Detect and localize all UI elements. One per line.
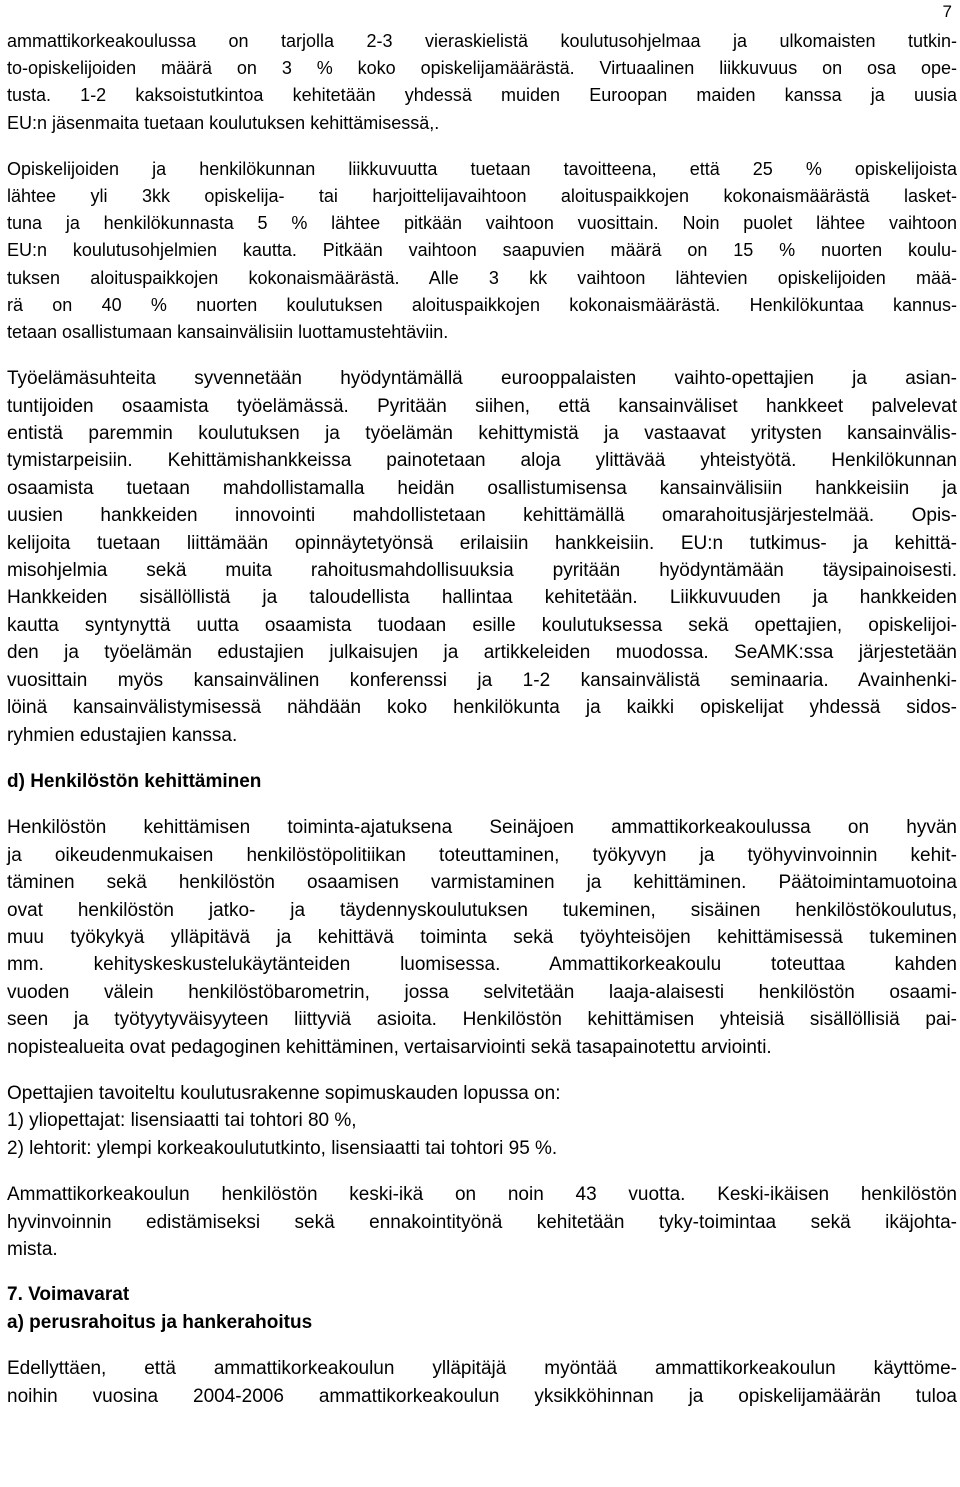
text-line: Edellyttäen, että ammattikorkeakoulun ylläpitäjä myöntää ammattikorkeakoulun käyttöme- (7, 1358, 957, 1380)
text-line: ovat henkilöstön jatko- ja täydennyskoulutuksen tukeminen, sisäinen henkilöstökoulutus, (7, 899, 957, 921)
text-line: rä on 40 % nuorten koulutuksen aloituspaikkojen kokonaismäärästä. Henkilökuntaa kannus- (7, 294, 957, 315)
text-line: löinä kansainvälistymisessä nähdään koko henkilökunta ja kaikki opiskelijat yhdessä sidos- (7, 697, 957, 719)
text-line: nopistealueita ovat pedagoginen kehittäminen, vertaisarviointi sekä tasapainotettu arviointi. (7, 1036, 772, 1058)
paragraph-teacher-education (7, 1080, 957, 1162)
paragraph-staff-age (7, 1181, 957, 1263)
subsection-heading-funding: a) perusrahoitus ja hankerahoitus (7, 1311, 313, 1333)
text-line: vuoden välein henkilöstöbarometrin, jossa selvitetään laaja-alaisesti henkilöstön osaami- (7, 981, 957, 1003)
text-line: tymistarpeisiin. Kehittämishankkeissa painotetaan aloja ylittävää yhteistyötä. Henkilökunnan (7, 450, 957, 472)
text-line: tusta. 1-2 kaksoistutkintoa kehitetään yhdessä muiden Euroopan maiden kanssa ja uusia (7, 85, 957, 106)
text-line: entistä paremmin koulutuksen ja työelämän kehittymistä ja vastaavat yritysten kansainvälis- (7, 423, 957, 445)
text-line: mista. (7, 1239, 58, 1261)
paragraph-mobility (7, 156, 957, 346)
section-heading-staff-development: d) Henkilöstön kehittäminen (7, 770, 262, 792)
text-line: tuna ja henkilökunnasta 5 % lähtee pitkään vaihtoon vuosittain. Noin puolet lähtee vaihtoon (7, 213, 957, 234)
text-line: misohjelmia sekä muita rahoitusmahdollisuuksia pyritään hyödyntämään täysipainoisesti. (7, 560, 957, 582)
text-line: tetaan osallistumaan kansainvälisiin luottamustehtäviin. (7, 322, 449, 343)
text-line: lähtee yli 3kk opiskelija- tai harjoittelijavaihtoon aloituspaikkojen kokonaismäärästä lasket- (7, 186, 957, 207)
text-line: hyvinvoinnin edistämiseksi sekä ennakointityönä kehitetään tyky-toimintaa sekä ikäjohta- (7, 1211, 957, 1233)
text-line: kelijoita tuetaan liittämään opinnäytetyönsä erilaisiin hankkeisiin. EU:n tutkimus- ja kehittä- (7, 532, 957, 554)
text-line: muu työkykyä ylläpitävä ja kehittävä toiminta sekä työyhteisöjen kehittämisessä tukeminen (7, 926, 957, 948)
text-line: to-opiskelijoiden määrä on 3 % koko opiskelijamäärästä. Virtuaalinen liikkuvuus on osa ope- (7, 58, 957, 79)
text-line: ja oikeudenmukaisen henkilöstöpolitiikan toteuttaminen, työkyvyn ja työhyvinvoinnin kehit- (7, 844, 957, 866)
text-line: den ja työelämän edustajien julkaisujen ja artikkeleiden muodossa. SeAMK:ssa järjestetään (7, 642, 957, 664)
section-heading-resources: 7. Voimavarat (7, 1284, 130, 1306)
text-line: seen ja työtyytyväisyyteen liittyviä asioita. Henkilöstön kehittämisen yhteisiä sisällöllisiä pai- (7, 1009, 957, 1031)
text-line: EU:n koulutusohjelmien kautta. Pitkään vaihtoon saapuvien määrä on 15 % nuorten koulu- (7, 240, 957, 261)
list-item: 1) yliopettajat: lisensiaatti tai tohtori 80 %, (7, 1110, 357, 1132)
text-line: Henkilöstön kehittämisen toiminta-ajatuksena Seinäjoen ammattikorkeakoulussa on hyvän (7, 817, 957, 839)
document-body (7, 28, 957, 1410)
paragraph-funding (7, 1355, 957, 1410)
text-line: Hankkeiden sisällöllistä ja taloudellista hallintaa kehitetään. Liikkuvuuden ja hankkeiden (7, 587, 957, 609)
text-line: Opettajien tavoiteltu koulutusrakenne sopimuskauden lopussa on: (7, 1082, 561, 1104)
text-line: ammattikorkeakoulussa on tarjolla 2-3 vieraskielistä koulutusohjelmaa ja ulkomaisten tutkin- (7, 31, 957, 51)
text-line: vuosittain myös kansainvälinen konferenssi ja 1-2 kansainvälistä seminaaria. Avainhenki- (7, 669, 957, 691)
text-line: tuksen aloituspaikkojen kokonaismäärästä. Alle 3 kk vaihtoon lähtevien opiskelijoiden mää- (7, 267, 957, 288)
text-line: noihin vuosina 2004-2006 ammattikorkeakoulun yksikköhinnan ja opiskelijamäärän tuloa (7, 1385, 957, 1407)
list-item: 2) lehtorit: ylempi korkeakoulututkinto, lisensiaatti tai tohtori 95 %. (7, 1137, 558, 1159)
text-line: ryhmien edustajien kanssa. (7, 724, 238, 746)
text-line: täminen sekä henkilöstön osaamisen varmistaminen ja kehittäminen. Päätoimintamuotoina (7, 872, 957, 894)
text-line: kautta syntynyttä uutta osaamista tuodaan esille koulutuksessa sekä opettajien, opiskelijoi- (7, 614, 957, 636)
paragraph-exchange-programs (7, 28, 957, 137)
text-line: tuntijoiden osaamista työelämässä. Pyritään siihen, että kansainväliset hankkeet palvelevat (7, 395, 957, 417)
text-line: Ammattikorkeakoulun henkilöstön keski-ikä on noin 43 vuotta. Keski-ikäisen henkilöstön (7, 1184, 957, 1206)
paragraph-staff-development (7, 814, 957, 1061)
paragraph-working-life (7, 365, 957, 749)
text-line: Työelämäsuhteita syvennetään hyödyntämällä eurooppalaisten vaihto-opettajien ja asian- (7, 368, 957, 390)
text-line: uusien hankkeiden innovointi mahdollistetaan kehittämällä omarahoitusjärjestelmää. Opis- (7, 505, 957, 527)
text-line: EU:n jäsenmaita tuetaan koulutuksen kehittämisessä,. (7, 112, 440, 133)
text-line: mm. kehityskeskustelukäytänteiden luomisessa. Ammattikorkeakoulu toteuttaa kahden (7, 954, 957, 976)
text-line: osaamista tuetaan mahdollistamalla heidän osallistumisensa kansainvälisiin hankkeisiin ja (7, 477, 957, 499)
text-line: Opiskelijoiden ja henkilökunnan liikkuvuutta tuetaan tavoitteena, että 25 % opiskelijoista (7, 158, 957, 179)
page-number: 7 (942, 2, 952, 21)
